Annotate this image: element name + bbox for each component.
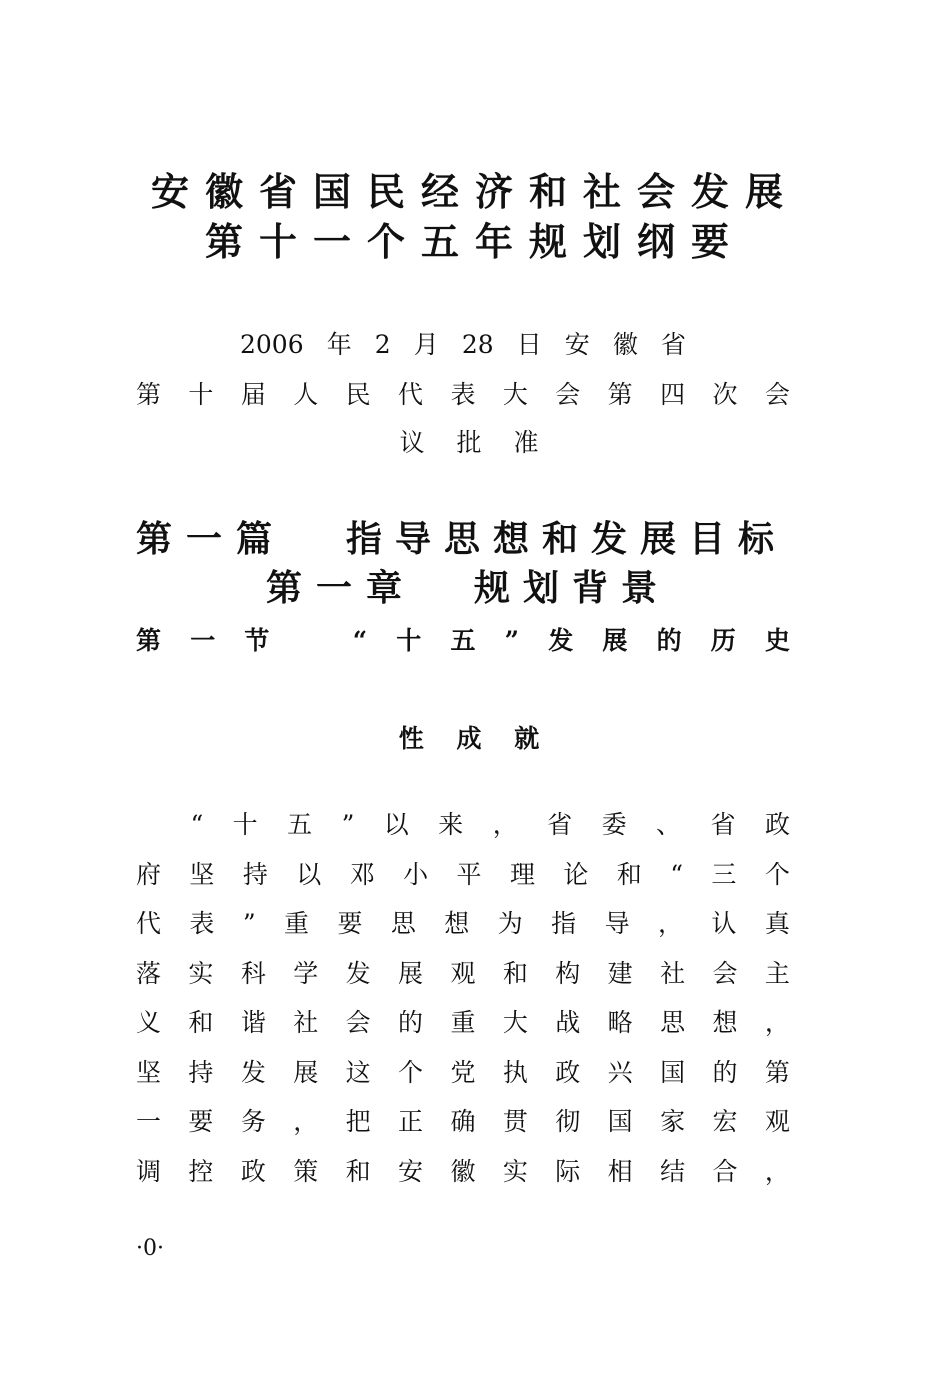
body-char: 政 (555, 1057, 581, 1087)
section-heading-char: 展 (602, 626, 628, 655)
chapter-heading-title: 规划背景 (474, 567, 671, 609)
body-char: 实 (188, 958, 214, 988)
approval-char: 大 (502, 380, 528, 409)
body-char: 重 (450, 1008, 476, 1037)
part-heading (136, 517, 800, 561)
approval-char: 日 (516, 330, 542, 359)
approval-line-1 (240, 330, 686, 360)
body-char: 国 (607, 1107, 633, 1136)
body-char: 谐 (240, 1008, 266, 1037)
body-char: 坚 (136, 1057, 162, 1087)
body-char: 把 (345, 1107, 371, 1136)
body-char: 个 (398, 1057, 424, 1087)
body-char: 科 (240, 958, 266, 988)
body-char: 务 (240, 1107, 266, 1136)
body-char: 以 (296, 859, 322, 889)
document-title-line2: 第十一个五年规划纲要 (204, 219, 745, 264)
body-char: 来 (438, 810, 464, 839)
body-char: 十 (232, 810, 258, 839)
body-char: 正 (398, 1107, 424, 1136)
body-char: 执 (502, 1057, 528, 1087)
section-heading-char: 史 (764, 626, 790, 655)
approval-char: 次 (712, 380, 738, 409)
body-char: 导 (604, 909, 630, 938)
approval-line-2 (136, 380, 790, 410)
body-char: 构 (555, 958, 581, 988)
approval-char: 2006 (240, 330, 304, 359)
part-heading-label: 第一篇 (136, 518, 287, 560)
body-char: 理 (509, 859, 535, 889)
body-char: 合 (712, 1156, 738, 1186)
body-char: ， (492, 810, 518, 839)
body-char: 重 (284, 909, 310, 938)
body-char: 展 (398, 958, 424, 988)
body-char: 会 (345, 1008, 371, 1037)
body-char: 指 (551, 909, 577, 938)
body-char: 彻 (555, 1107, 581, 1136)
body-char: 省 (547, 810, 573, 839)
body-char: 控 (188, 1156, 214, 1186)
approval-char: 四 (660, 380, 686, 409)
body-char: 贯 (502, 1107, 528, 1136)
section-heading-char: 第 (136, 626, 162, 655)
body-line (136, 1157, 790, 1187)
body-char: 徽 (450, 1156, 476, 1186)
body-char: 真 (764, 909, 790, 938)
approval-char: 代 (398, 380, 424, 409)
approval-char: 人 (293, 380, 319, 409)
body-char: 想 (712, 1008, 738, 1037)
section-heading-char: “ (352, 626, 368, 655)
body-char: 政 (764, 810, 790, 839)
body-line (136, 909, 790, 939)
body-char: ， (657, 909, 683, 938)
body-line (136, 1008, 790, 1038)
approval-char: 民 (345, 380, 371, 409)
section-heading-char: 五 (450, 626, 476, 655)
body-char: 三 (711, 859, 737, 889)
body-char: 战 (555, 1008, 581, 1037)
body-char: 第 (764, 1057, 790, 1087)
body-line (136, 1058, 790, 1088)
body-char: 想 (444, 909, 470, 938)
body-char: 坚 (189, 859, 215, 889)
body-char: 这 (345, 1057, 371, 1087)
document-title-line1: 安徽省国民经济和社会发展 (150, 169, 799, 214)
body-char: 义 (136, 1008, 162, 1037)
body-char: 安 (398, 1156, 424, 1186)
part-heading-title: 指导思想和发展目标 (346, 518, 788, 560)
body-char: 观 (764, 1107, 790, 1136)
approval-char: 会 (764, 380, 790, 409)
body-line (136, 810, 790, 840)
body-char: 五 (287, 810, 313, 839)
body-char: 持 (242, 859, 268, 889)
body-char: 小 (403, 859, 429, 889)
body-char: 的 (712, 1057, 738, 1087)
body-char: 会 (712, 958, 738, 988)
body-char: 论 (563, 859, 589, 889)
body-char: 为 (497, 909, 523, 938)
body-char: 和 (502, 958, 528, 988)
body-char: 略 (607, 1008, 633, 1037)
body-char: 认 (711, 909, 737, 938)
body-char: 一 (136, 1107, 162, 1136)
approval-char: 第 (136, 380, 162, 409)
approval-char: 2 (374, 330, 391, 359)
approval-char: 年 (326, 330, 352, 359)
section-heading-char: ” (504, 626, 520, 655)
approval-char: 省 (660, 330, 686, 359)
body-char: 观 (450, 958, 476, 988)
body-char: 社 (293, 1008, 319, 1037)
body-char: ” (341, 810, 355, 839)
body-char: 政 (240, 1156, 266, 1186)
approval-char: 届 (240, 380, 266, 409)
section-heading-line2: 性 成 就 (398, 724, 552, 753)
body-char: 实 (502, 1156, 528, 1186)
section-heading-char: 历 (710, 626, 736, 655)
body-char: 建 (607, 958, 633, 988)
body-char: 表 (189, 909, 215, 938)
body-char: 和 (616, 859, 642, 889)
body-char: 府 (136, 859, 162, 889)
body-char: ， (293, 1107, 319, 1136)
approval-char: 十 (188, 380, 214, 409)
body-char: 调 (136, 1156, 162, 1186)
approval-char: 28 (461, 330, 494, 359)
body-char: 持 (188, 1057, 214, 1087)
section-heading-char: 节 (244, 626, 270, 655)
body-line (136, 959, 790, 989)
body-char: 社 (660, 958, 686, 988)
body-char: ， (764, 1008, 790, 1037)
body-char: 要 (188, 1107, 214, 1136)
approval-char: 安 (564, 330, 590, 359)
body-char: 、 (656, 810, 682, 839)
body-char: 党 (450, 1057, 476, 1087)
body-char: 邓 (349, 859, 375, 889)
body-char: 代 (136, 909, 162, 938)
body-line (136, 860, 790, 890)
approval-line-3: 议 批 准 (399, 428, 551, 457)
body-char: 宏 (712, 1107, 738, 1136)
chapter-heading-label: 第一章 (266, 567, 417, 609)
body-char: 展 (293, 1057, 319, 1087)
body-char: “ (670, 859, 683, 889)
body-char: 和 (345, 1156, 371, 1186)
section-heading-char: 的 (656, 626, 682, 655)
body-char: 以 (383, 810, 409, 839)
body-char: 思 (390, 909, 416, 938)
body-char: 落 (136, 958, 162, 988)
chapter-heading (266, 566, 686, 610)
approval-char: 会 (555, 380, 581, 409)
body-char: 学 (293, 958, 319, 988)
approval-char: 表 (450, 380, 476, 409)
body-char: “ (190, 810, 204, 839)
body-char: 结 (660, 1156, 686, 1186)
section-heading-char: 一 (190, 626, 216, 655)
body-char: 的 (398, 1008, 424, 1037)
body-char: 委 (601, 810, 627, 839)
section-heading-char: 发 (548, 626, 574, 655)
body-char: 大 (502, 1008, 528, 1037)
body-char: 确 (450, 1107, 476, 1136)
body-char: 省 (710, 810, 736, 839)
body-char: 国 (660, 1057, 686, 1087)
body-char (136, 810, 161, 840)
approval-char: 第 (607, 380, 633, 409)
body-char: 相 (607, 1156, 633, 1186)
body-char: 主 (764, 958, 790, 988)
page-number: ·0· (136, 1236, 164, 1261)
approval-char: 月 (413, 330, 439, 359)
body-char: 发 (240, 1057, 266, 1087)
body-char: 要 (337, 909, 363, 938)
body-char: ” (242, 909, 256, 938)
section-heading-char (299, 626, 324, 656)
body-char: ， (764, 1156, 790, 1186)
body-char: 和 (188, 1008, 214, 1037)
section-heading-line1 (136, 626, 790, 656)
body-char: 平 (456, 859, 482, 889)
body-line (136, 1107, 790, 1137)
section-heading-char: 十 (396, 626, 422, 655)
body-char: 思 (660, 1008, 686, 1037)
body-char: 发 (345, 958, 371, 988)
body-char: 兴 (607, 1057, 633, 1087)
approval-char: 徽 (612, 330, 638, 359)
body-char: 策 (293, 1156, 319, 1186)
body-char: 个 (764, 859, 790, 889)
body-char: 际 (555, 1156, 581, 1186)
body-char: 家 (660, 1107, 686, 1136)
